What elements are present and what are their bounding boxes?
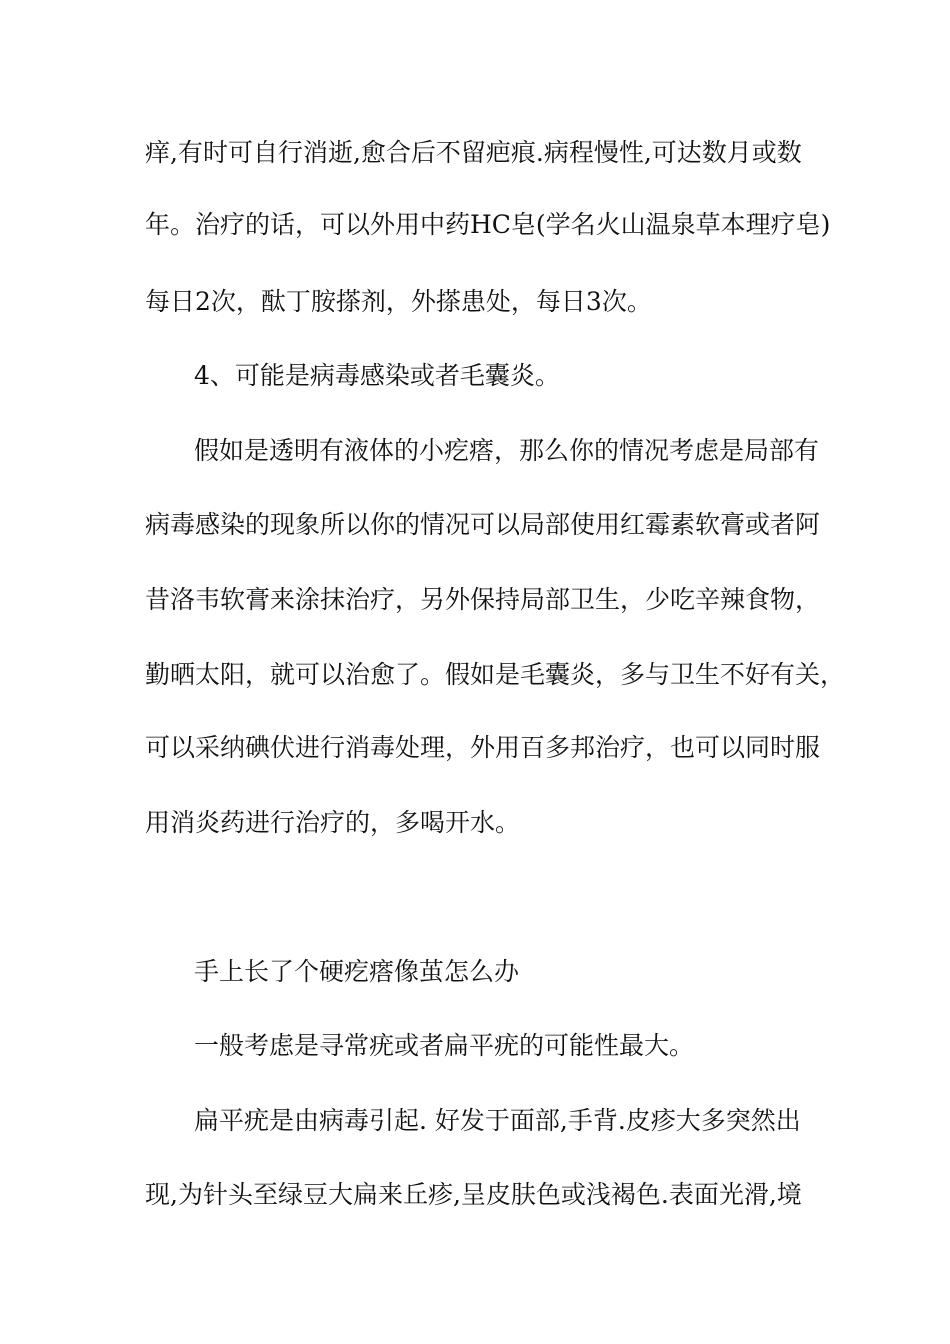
text-line-12: 一般考虑是寻常疣或者扁平疣的可能性最大。 (194, 1031, 695, 1060)
text-line-14: 现,为针头至绿豆大扁来丘疹,呈皮肤色或浅褐色.表面光滑,境 (145, 1180, 802, 1209)
text-line-13: 扁平疣是由病毒引起. 好发于面部,手背.皮疹大多突然出 (194, 1106, 801, 1135)
text-line-3: 每日2次，酞丁胺搽剂，外搽患处，每日3次。 (145, 287, 652, 316)
text-line-10: 用消炎药进行治疗的，多喝开水。 (145, 808, 521, 837)
section-heading-4: 4、可能是病毒感染或者毛囊炎。 (194, 361, 560, 390)
text-line-9: 可以采纳碘伏进行消毒处理，外用百多邦治疗，也可以同时服 (145, 733, 821, 762)
text-line-6: 病毒感染的现象所以你的情况可以局部使用红霉素软膏或者阿 (145, 510, 821, 539)
text-line-5: 假如是透明有液体的小疙瘩，那么你的情况考虑是局部有 (194, 436, 820, 465)
text-line-1: 痒,有时可自行消逝,愈合后不留疤痕.病程慢性,可达数月或数 (145, 138, 802, 167)
text-line-2: 年。治疗的话，可以外用中药HC皂(学名火山温泉草本理疗皂) (145, 210, 831, 239)
text-line-7: 昔洛韦软膏来涂抹治疗，另外保持局部卫生，少吃辛辣食物， (145, 585, 821, 614)
text-line-8: 勤晒太阳，就可以治愈了。假如是毛囊炎，多与卫生不好有关， (145, 660, 846, 689)
article-title: 手上长了个硬疙瘩像茧怎么办 (194, 957, 520, 986)
